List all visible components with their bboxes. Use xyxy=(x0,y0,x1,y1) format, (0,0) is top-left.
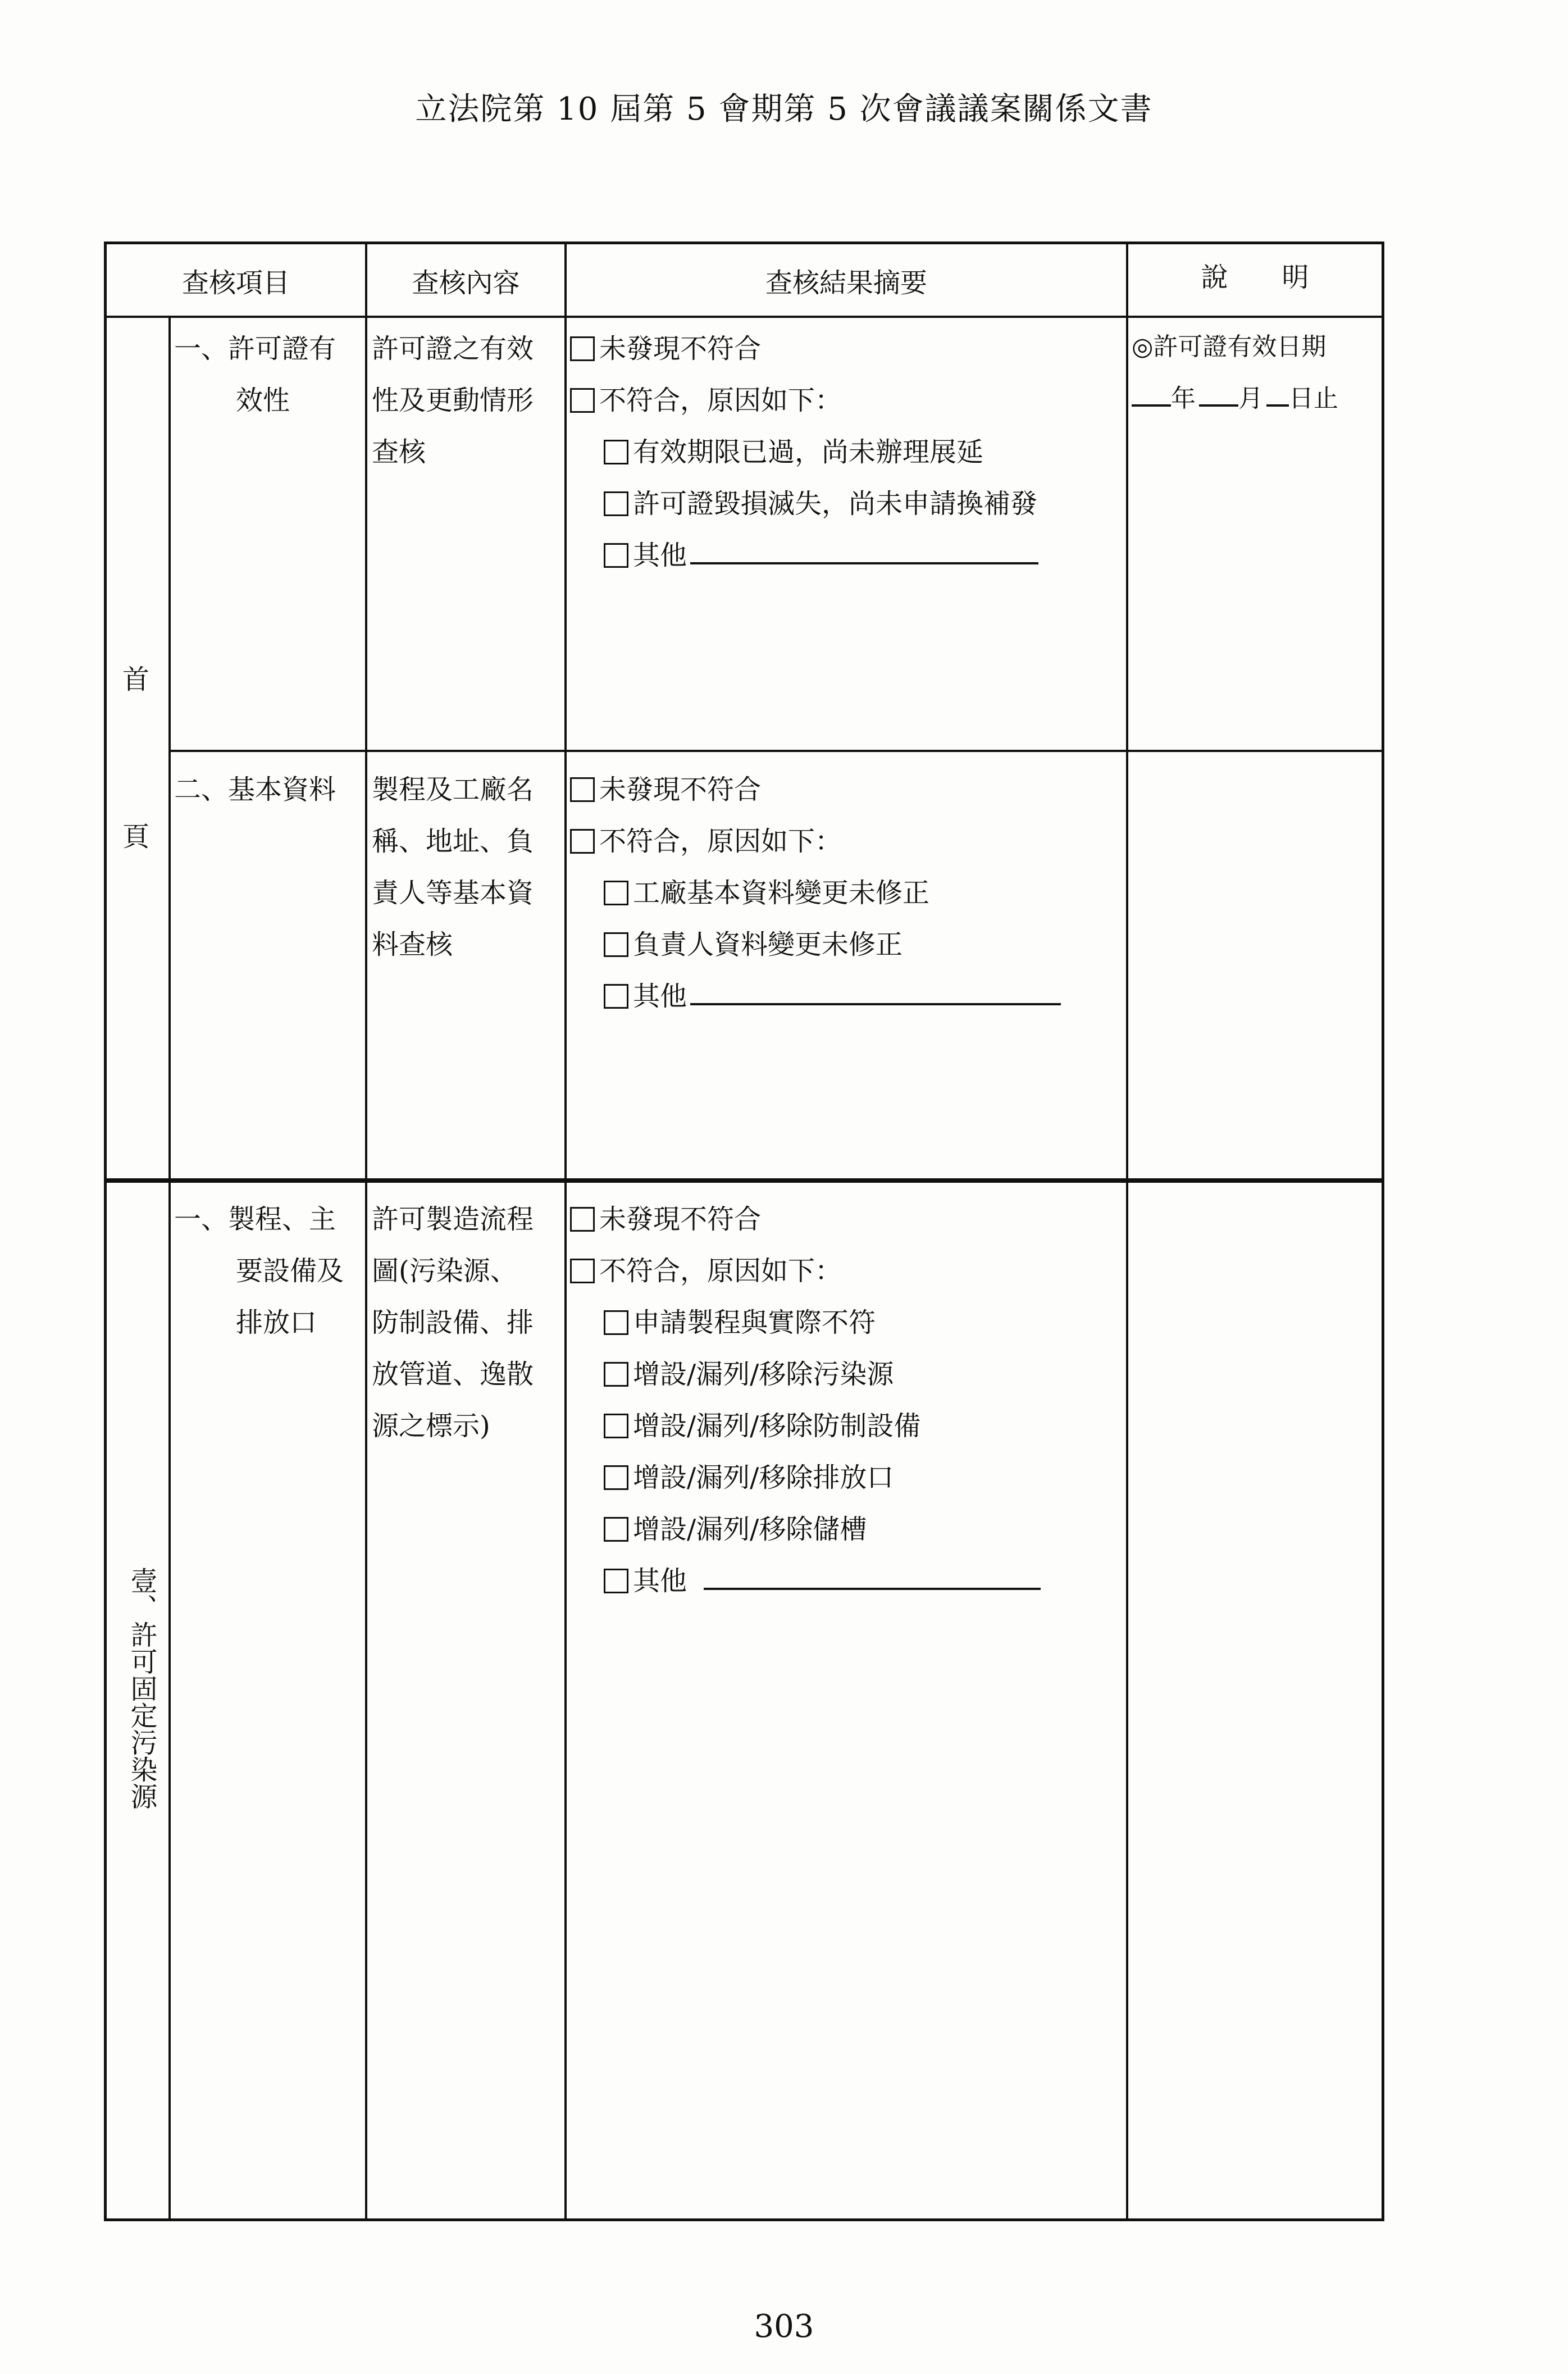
checkbox-reason[interactable] xyxy=(604,932,628,957)
checkbox-reason[interactable] xyxy=(604,1414,628,1438)
note-validity-label: ◎許可證有效日期 xyxy=(1132,332,1327,361)
header-item: 查核項目 xyxy=(181,267,290,299)
page-number: 303 xyxy=(754,2308,814,2345)
row-license-validity-item: 一、許可證有 效性 xyxy=(174,333,336,416)
checkbox-reason[interactable] xyxy=(604,491,628,516)
checkbox-ng[interactable] xyxy=(570,829,595,854)
row-license-validity-content: 許可證之有效 性及更動情形 查核 xyxy=(372,333,534,468)
checkbox-ok[interactable] xyxy=(570,1207,595,1232)
header-result: 查核結果摘要 xyxy=(765,267,927,299)
row-process-equipment-content: 許可製造流程 圖(污染源、 防制設備、排 放管道、逸散 源之標示) xyxy=(372,1204,534,1442)
other-blank[interactable] xyxy=(704,1565,1041,1590)
note-validity-date: 年 月 日止 xyxy=(1132,372,1338,423)
section-label-homepage-top: 首 xyxy=(122,664,149,695)
checkbox-reason[interactable] xyxy=(604,1517,628,1542)
page-header: 立法院第 10 屆第 5 會期第 5 次會議議案關係文書 xyxy=(415,91,1153,127)
other-blank[interactable] xyxy=(690,981,1061,1005)
header-note: 說 明 xyxy=(1201,262,1309,293)
checkbox-ng[interactable] xyxy=(570,388,595,413)
checkbox-reason[interactable] xyxy=(604,1465,628,1490)
checkbox-reason[interactable] xyxy=(604,440,628,464)
row-license-validity-result: 未發現不符合 不符合，原因如下： 有效期限已過，尚未辦理展延 許可證毀損滅失，尚未申請換補發 其他 xyxy=(570,323,1038,581)
checkbox-reason[interactable] xyxy=(604,984,628,1009)
row-basic-data-item: 二、基本資料 xyxy=(174,774,336,805)
other-blank[interactable] xyxy=(690,540,1038,564)
checkbox-reason[interactable] xyxy=(604,1310,628,1335)
checkbox-reason[interactable] xyxy=(604,1569,628,1593)
checkbox-reason[interactable] xyxy=(604,881,628,905)
row-license-validity-note xyxy=(1132,320,1338,423)
section-label-homepage-bottom: 頁 xyxy=(122,821,149,853)
checkbox-reason[interactable] xyxy=(604,1362,628,1387)
checkbox-reason[interactable] xyxy=(604,543,628,568)
checkbox-ng[interactable] xyxy=(570,1259,595,1283)
header-content: 查核內容 xyxy=(412,267,520,299)
section-label-fixed-pollution-source: 壹、許可固定污染源 xyxy=(126,1567,157,1810)
row-process-equipment-result: 未發現不符合 不符合，原因如下： 申請製程與實際不符 增設/漏列/移除污染源 增設/漏列/移除防制設備 增設/漏列/移除排放口 增設/漏列/移除儲槽 其他 xyxy=(570,1193,1041,1607)
row-basic-data-result: 未發現不符合 不符合，原因如下： 工廠基本資料變更未修正 負責人資料變更未修正 其他 xyxy=(570,764,1061,1022)
checkbox-ok[interactable] xyxy=(570,777,595,802)
checkbox-ok[interactable] xyxy=(570,336,595,361)
row-process-equipment-item: 一、製程、主 要設備及 排放口 xyxy=(174,1204,344,1338)
row-basic-data-content: 製程及工廠名 稱、地址、負 責人等基本資 料查核 xyxy=(372,774,534,960)
